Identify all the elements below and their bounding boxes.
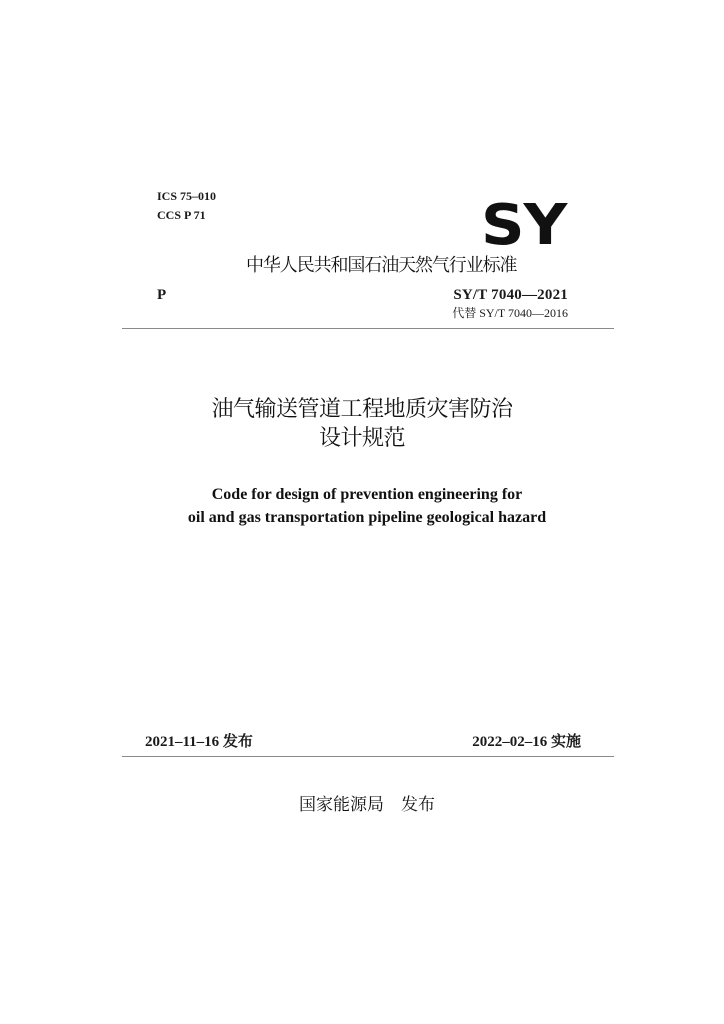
ccs-code: CCS P 71 <box>157 208 206 222</box>
issue-date: 2021–11–16 发布 <box>145 734 253 750</box>
chinese-title-line2: 设计规范 <box>318 426 405 451</box>
ics-code: ICS 75–010 <box>157 189 217 203</box>
replaces-standard: 代替 SY/T 7040—2016 <box>452 306 568 320</box>
standard-body: 中华人民共和国石油天然气行业标准 <box>246 255 517 276</box>
english-title-line2: oil and gas transportation pipeline geological hazard <box>187 509 547 526</box>
english-title-line1: Code for design of prevention engineering for <box>211 486 523 503</box>
implementation-date: 2022–02–16 实施 <box>472 734 581 750</box>
header-divider <box>122 328 614 329</box>
chinese-title-line1: 油气输送管道工程地质灾害防治 <box>211 397 513 422</box>
sy-logo: SY <box>481 193 567 258</box>
standard-number: SY/T 7040—2021 <box>453 287 568 303</box>
classification-letter: P <box>157 287 167 303</box>
footer-divider <box>122 756 614 757</box>
publisher: 国家能源局 发布 <box>299 795 435 815</box>
